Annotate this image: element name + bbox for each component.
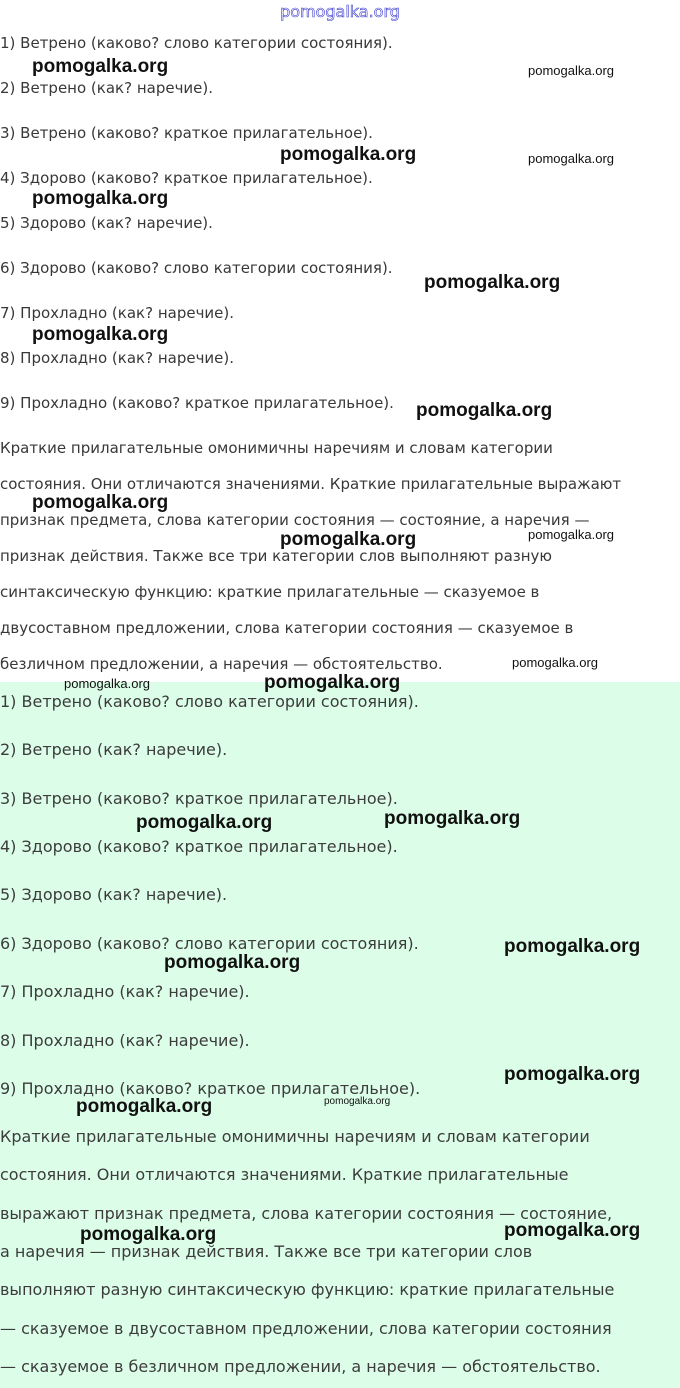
watermark: pomogalka.org — [76, 1096, 213, 1117]
watermark: pomogalka.org — [32, 324, 169, 345]
explanation-line: двусоставном предложении, слова категории состояния — сказуемое в — [0, 619, 574, 637]
watermark: pomogalka.org — [324, 1096, 391, 1107]
watermark: pomogalka.org — [512, 655, 598, 670]
green-answer-block — [0, 682, 680, 1388]
watermark: pomogalka.org — [384, 808, 521, 829]
answer-item: 8) Прохладно (как? наречие). — [0, 349, 235, 367]
explanation-line: признак действия. Также все три категории слов выполняют разную — [0, 547, 553, 565]
answer-item: 4) Здорово (каково? краткое прилагательное). — [0, 169, 373, 187]
watermark: pomogalka.org — [280, 144, 417, 165]
watermark: pomogalka.org — [80, 1224, 217, 1245]
watermark: pomogalka.org — [528, 63, 614, 78]
answer-item: 5) Здорово (как? наречие). — [0, 214, 213, 232]
watermark: pomogalka.org — [504, 936, 641, 957]
answer-item: 6) Здорово (каково? слово категории состояния). — [0, 259, 393, 277]
watermark: pomogalka.org — [136, 812, 273, 833]
answer-item: 7) Прохладно (как? наречие). — [0, 304, 235, 322]
watermark: pomogalka.org — [416, 400, 553, 421]
header-watermark: pomogalka.org — [280, 2, 400, 21]
answer-item: 1) Ветрено (каково? слово категории состояния). — [0, 34, 393, 52]
answer-item: 4) Здорово (каково? краткое прилагательное). — [0, 837, 398, 856]
explanation-line: выполняют разную синтаксическую функцию: краткие прилагательные — [0, 1280, 615, 1299]
watermark: pomogalka.org — [64, 676, 150, 691]
explanation-line: состояния. Они отличаются значениями. Краткие прилагательные — [0, 1165, 569, 1184]
watermark: pomogalka.org — [32, 188, 169, 209]
answer-item: 7) Прохладно (как? наречие). — [0, 982, 250, 1001]
explanation-line: а наречия — признак действия. Также все три категории слов — [0, 1242, 533, 1261]
watermark: pomogalka.org — [424, 272, 561, 293]
answer-item: 2) Ветрено (как? наречие). — [0, 79, 214, 97]
watermark: pomogalka.org — [504, 1220, 641, 1241]
watermark: pomogalka.org — [280, 529, 417, 550]
watermark: pomogalka.org — [528, 151, 614, 166]
explanation-line: — сказуемое в безличном предложении, а наречия — обстоятельство. — [0, 1357, 601, 1376]
explanation-line: выражают признак предмета, слова категории состояния — состояние, — [0, 1204, 613, 1223]
explanation-line: безличном предложении, а наречия — обстоятельство. — [0, 655, 443, 673]
explanation-line: Краткие прилагательные омонимичны наречиям и словам категории — [0, 439, 553, 457]
answer-item: 2) Ветрено (как? наречие). — [0, 740, 228, 759]
answer-item: 6) Здорово (каково? слово категории состояния). — [0, 934, 419, 953]
watermark: pomogalka.org — [32, 492, 169, 513]
explanation-line: синтаксическую функцию: краткие прилагательные — сказуемое в — [0, 583, 540, 601]
explanation-line: — сказуемое в двусоставном предложении, слова категории состояния — [0, 1319, 612, 1338]
watermark: pomogalka.org — [528, 527, 614, 542]
answer-item: 3) Ветрено (каково? краткое прилагательное). — [0, 124, 373, 142]
explanation-line: состояния. Они отличаются значениями. Краткие прилагательные выражают — [0, 475, 622, 493]
watermark: pomogalka.org — [32, 56, 169, 77]
answer-item: 3) Ветрено (каково? краткое прилагательное). — [0, 789, 398, 808]
answer-item: 9) Прохладно (каково? краткое прилагательное). — [0, 394, 394, 412]
explanation-line: признак предмета, слова категории состояния — состояние, а наречия — — [0, 511, 590, 529]
watermark: pomogalka.org — [264, 672, 401, 693]
answer-item: 9) Прохладно (каково? краткое прилагательное). — [0, 1079, 421, 1098]
answer-item: 8) Прохладно (как? наречие). — [0, 1031, 250, 1050]
explanation-line: Краткие прилагательные омонимичны наречиям и словам категории — [0, 1127, 590, 1146]
watermark: pomogalka.org — [504, 1064, 641, 1085]
answer-item: 5) Здорово (как? наречие). — [0, 885, 228, 904]
watermark: pomogalka.org — [164, 952, 301, 973]
answer-item: 1) Ветрено (каково? слово категории состояния). — [0, 692, 419, 711]
